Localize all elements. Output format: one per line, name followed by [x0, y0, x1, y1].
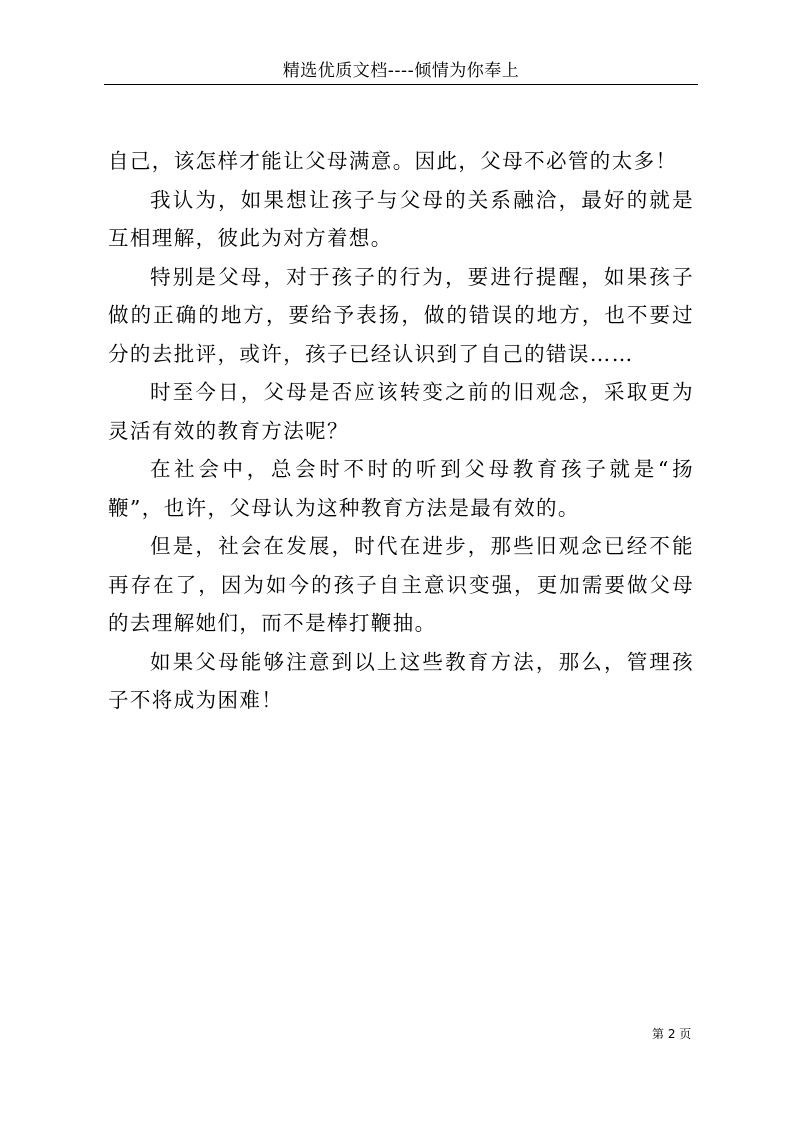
document-body [108, 142, 694, 720]
paragraph-2: 我认为，如果想让孩子与父母的关系融洽，最好的就是互相理解，彼此为对方着想。 [108, 187, 694, 250]
paragraph-5: 在社会中，总会时不时的听到父母教育孩子就是“扬鞭”，也许，父母认为这种教育方法是最有效的。 [108, 457, 694, 520]
paragraph-4: 时至今日，父母是否应该转变之前的旧观念，采取更为灵活有效的教育方法呢？ [108, 380, 694, 443]
paragraph-1: 自己，该怎样才能让父母满意。因此，父母不必管的太多！ [108, 149, 678, 173]
paragraph-3: 特别是父母，对于孩子的行为，要进行提醒，如果孩子做的正确的地方，要给予表扬，做的错误的地方，也不要过分的去批评，或许，孩子已经认识到了自己的错误…… [108, 264, 694, 366]
page-number: 第 2 页 [652, 1027, 692, 1041]
header-title: 精选优质文档----倾情为你奉上 [282, 61, 520, 81]
page-header [104, 58, 698, 85]
paragraph-6: 但是，社会在发展，时代在进步，那些旧观念已经不能再存在了，因为如今的孩子自主意识变强，更加需要做父母的去理解她们，而不是棒打鞭抽。 [108, 534, 694, 635]
paragraph-7: 如果父母能够注意到以上这些教育方法，那么，管理孩子不将成为困难！ [108, 649, 694, 712]
